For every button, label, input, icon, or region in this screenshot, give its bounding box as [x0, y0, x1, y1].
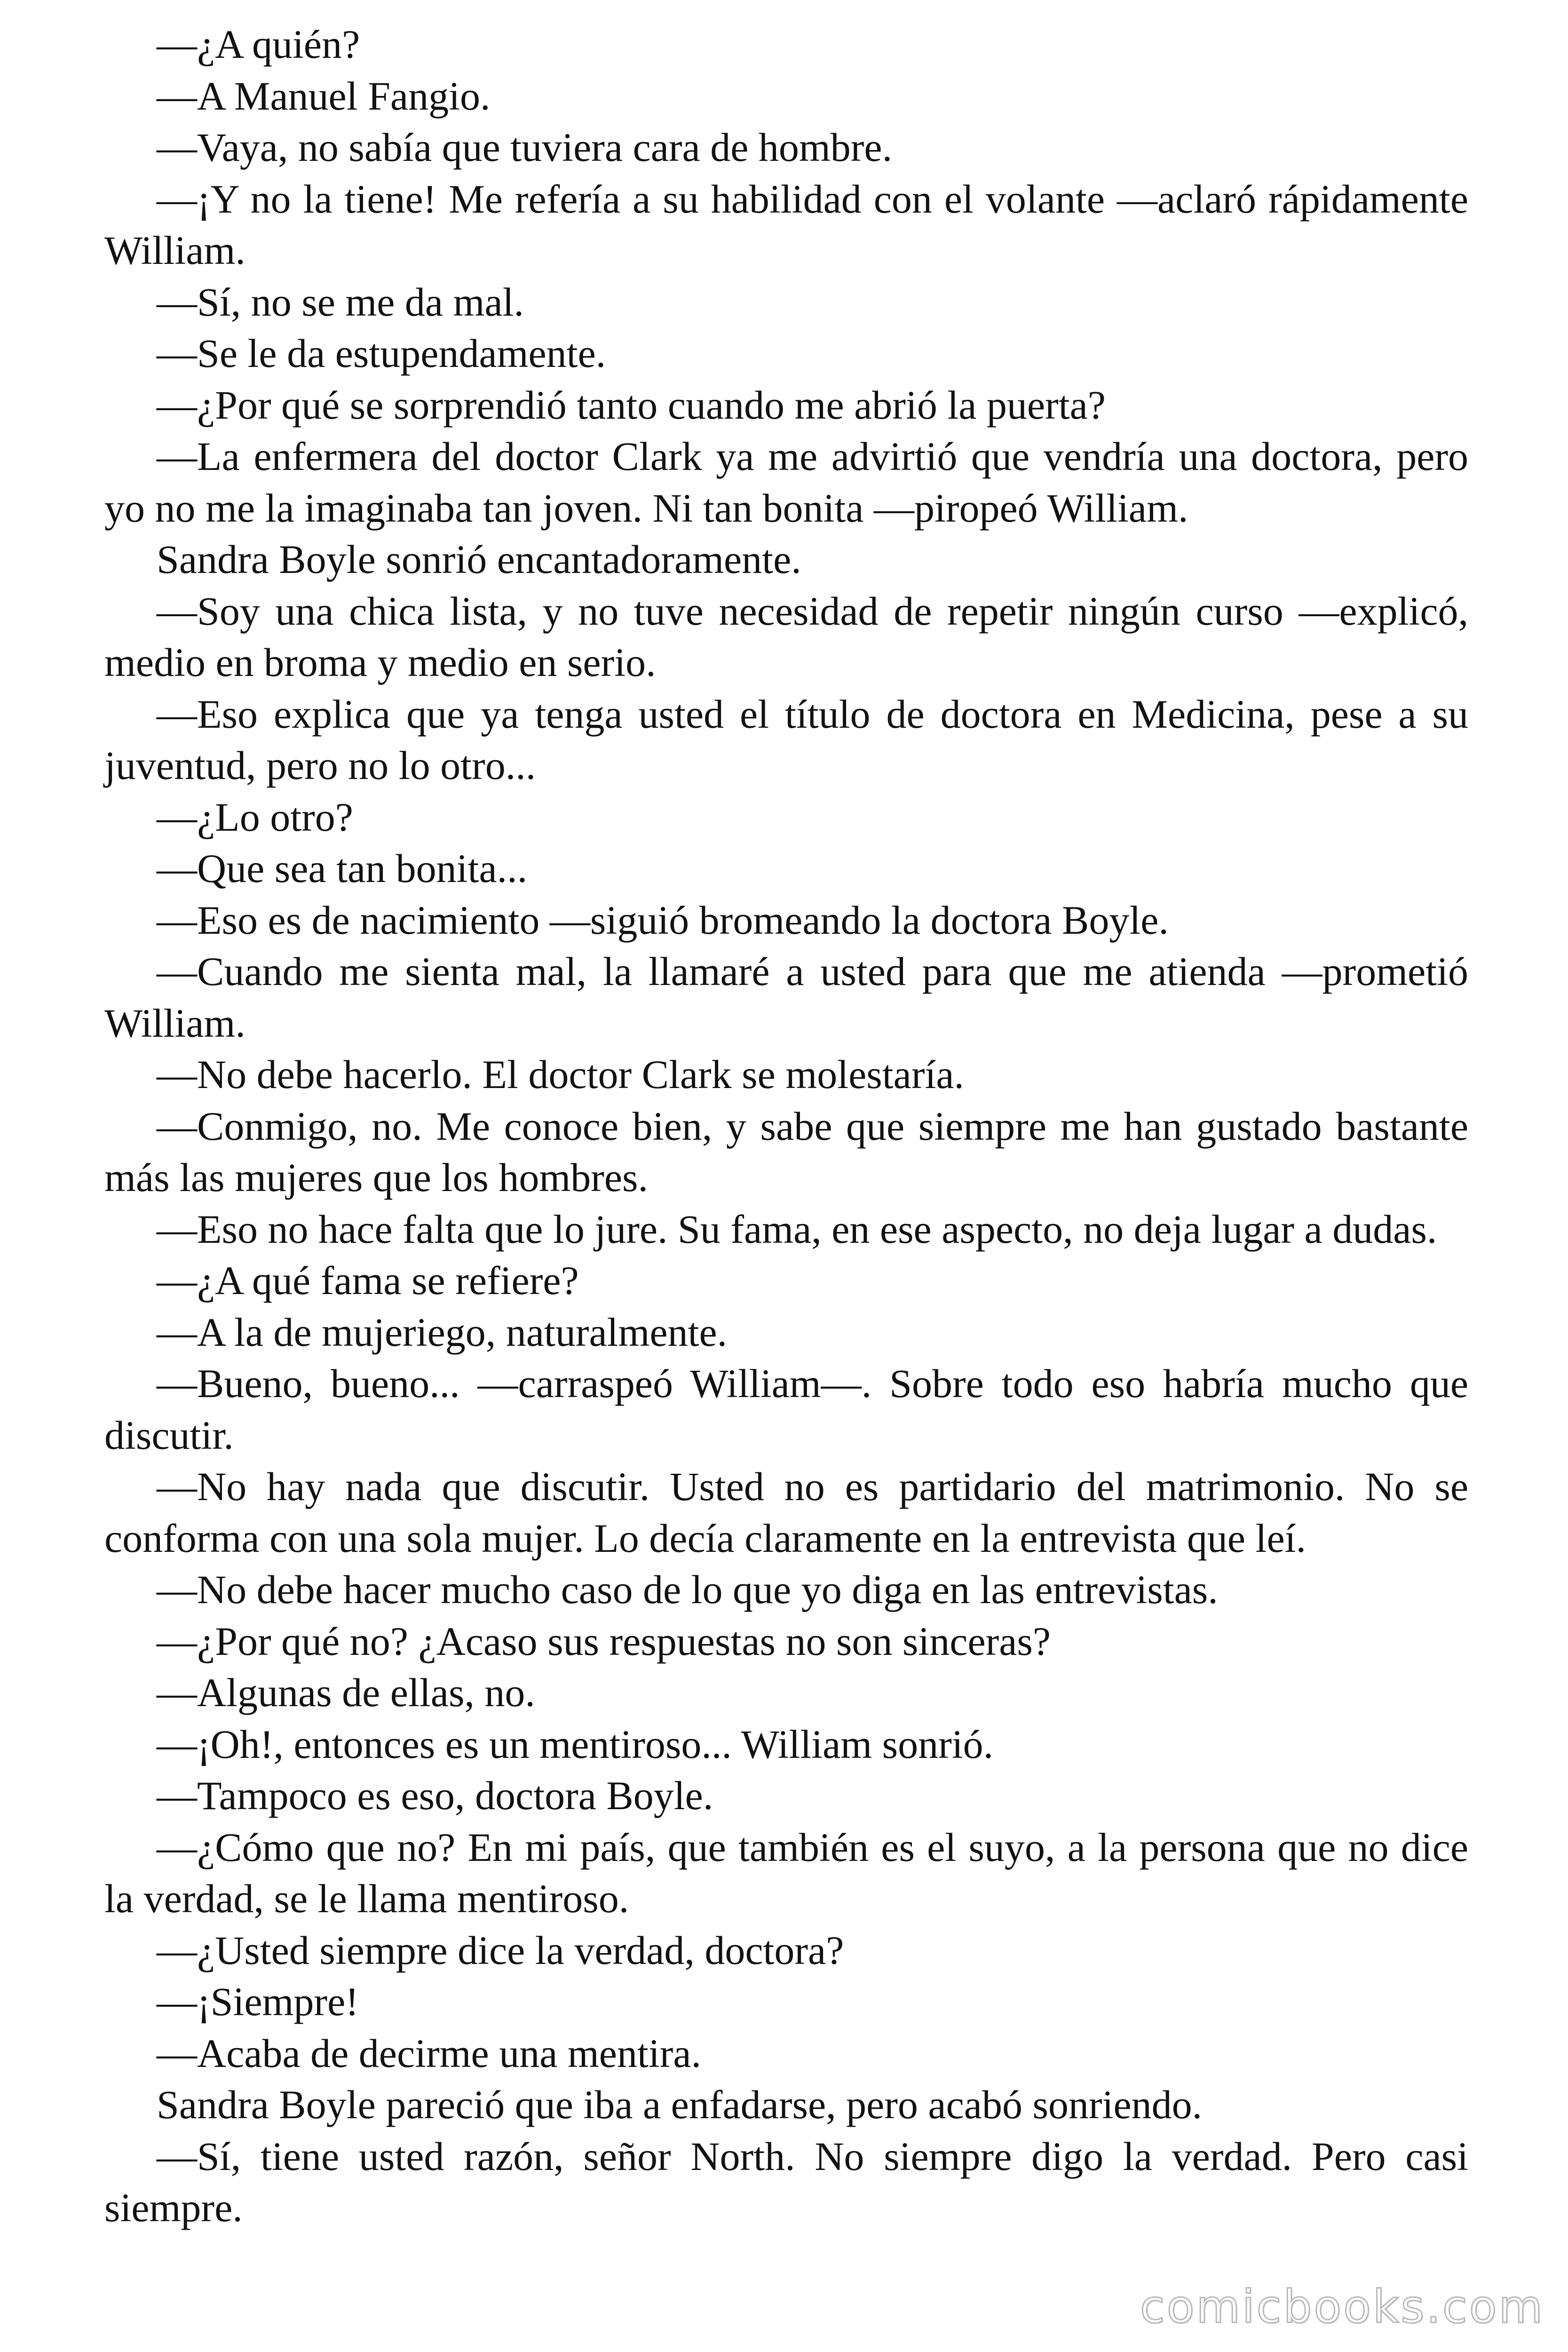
paragraph: —¡Y no la tiene! Me refería a su habilidad con el volante —aclaró rápidamente William. — [104, 176, 1468, 273]
paragraph: —¿A qué fama se refiere? — [157, 1258, 579, 1303]
paragraph: —Que sea tan bonita... — [157, 846, 528, 891]
paragraph: —Eso explica que ya tenga usted el título de doctora en Medicina, pese a su juventud, pero no lo otro... — [104, 691, 1468, 788]
paragraph: —No debe hacer mucho caso de lo que yo diga en las entrevistas. — [157, 1567, 1218, 1612]
paragraph: —Eso no hace falta que lo jure. Su fama, en ese aspecto, no deja lugar a dudas. — [157, 1206, 1437, 1252]
paragraph: —No hay nada que discutir. Usted no es partidario del matrimonio. No se conforma con una sola mujer. Lo decía claramente en la entrevista que leí. — [104, 1464, 1468, 1561]
paragraph: —¿Lo otro? — [157, 794, 353, 840]
paragraph: —Algunas de ellas, no. — [157, 1670, 535, 1715]
paragraph: —¿Cómo que no? En mi país, que también es el suyo, a la persona que no dice la verdad, se le llama mentiroso. — [104, 1824, 1468, 1921]
paragraph: —Sí, tiene usted razón, señor North. No siempre digo la verdad. Pero casi siempre. — [104, 2133, 1468, 2230]
book-page-text — [104, 19, 1468, 2234]
paragraph: —¿A quién? — [157, 22, 360, 67]
paragraph: —Acaba de decirme una mentira. — [157, 2030, 702, 2076]
paragraph: Sandra Boyle pareció que iba a enfadarse, pero acabó sonriendo. — [157, 2082, 1203, 2127]
paragraph: —Bueno, bueno... —carraspeó William—. Sobre todo eso habría mucho que discutir. — [104, 1361, 1468, 1458]
paragraph: —Se le da estupendamente. — [157, 331, 606, 376]
paragraph: —A Manuel Fangio. — [157, 73, 491, 119]
paragraph: —¿Por qué se sorprendió tanto cuando me abrió la puerta? — [157, 382, 1106, 428]
paragraph: —¡Oh!, entonces es un mentiroso... William sonrió. — [157, 1721, 994, 1767]
watermark: comicbooks.com — [1140, 2280, 1544, 2333]
paragraph: —¿Usted siempre dice la verdad, doctora? — [157, 1927, 844, 1973]
paragraph: —¿Por qué no? ¿Acaso sus respuestas no son sinceras? — [157, 1618, 1051, 1664]
paragraph: Sandra Boyle sonrió encantadoramente. — [157, 537, 801, 582]
paragraph: —A la de mujeriego, naturalmente. — [157, 1309, 728, 1355]
paragraph: —Tampoco es eso, doctora Boyle. — [157, 1773, 713, 1818]
paragraph: —Vaya, no sabía que tuviera cara de hombre. — [157, 125, 893, 170]
paragraph: —Soy una chica lista, y no tuve necesidad de repetir ningún curso —explicó, medio en broma y medio en serio. — [104, 588, 1468, 685]
paragraph: —Conmigo, no. Me conoce bien, y sabe que siempre me han gustado bastante más las mujeres que los hombres. — [104, 1103, 1468, 1200]
paragraph: —¡Siempre! — [157, 1979, 359, 2024]
paragraph: —Eso es de nacimiento —siguió bromeando la doctora Boyle. — [157, 897, 1169, 943]
paragraph: —Sí, no se me da mal. — [157, 279, 524, 325]
paragraph: —La enfermera del doctor Clark ya me advirtió que vendría una doctora, pero yo no me la imaginaba tan joven. Ni tan bonita —piropeó William. — [104, 434, 1468, 531]
paragraph: —Cuando me sienta mal, la llamaré a usted para que me atienda —prometió William. — [104, 949, 1468, 1046]
paragraph: —No debe hacerlo. El doctor Clark se molestaría. — [157, 1052, 965, 1097]
